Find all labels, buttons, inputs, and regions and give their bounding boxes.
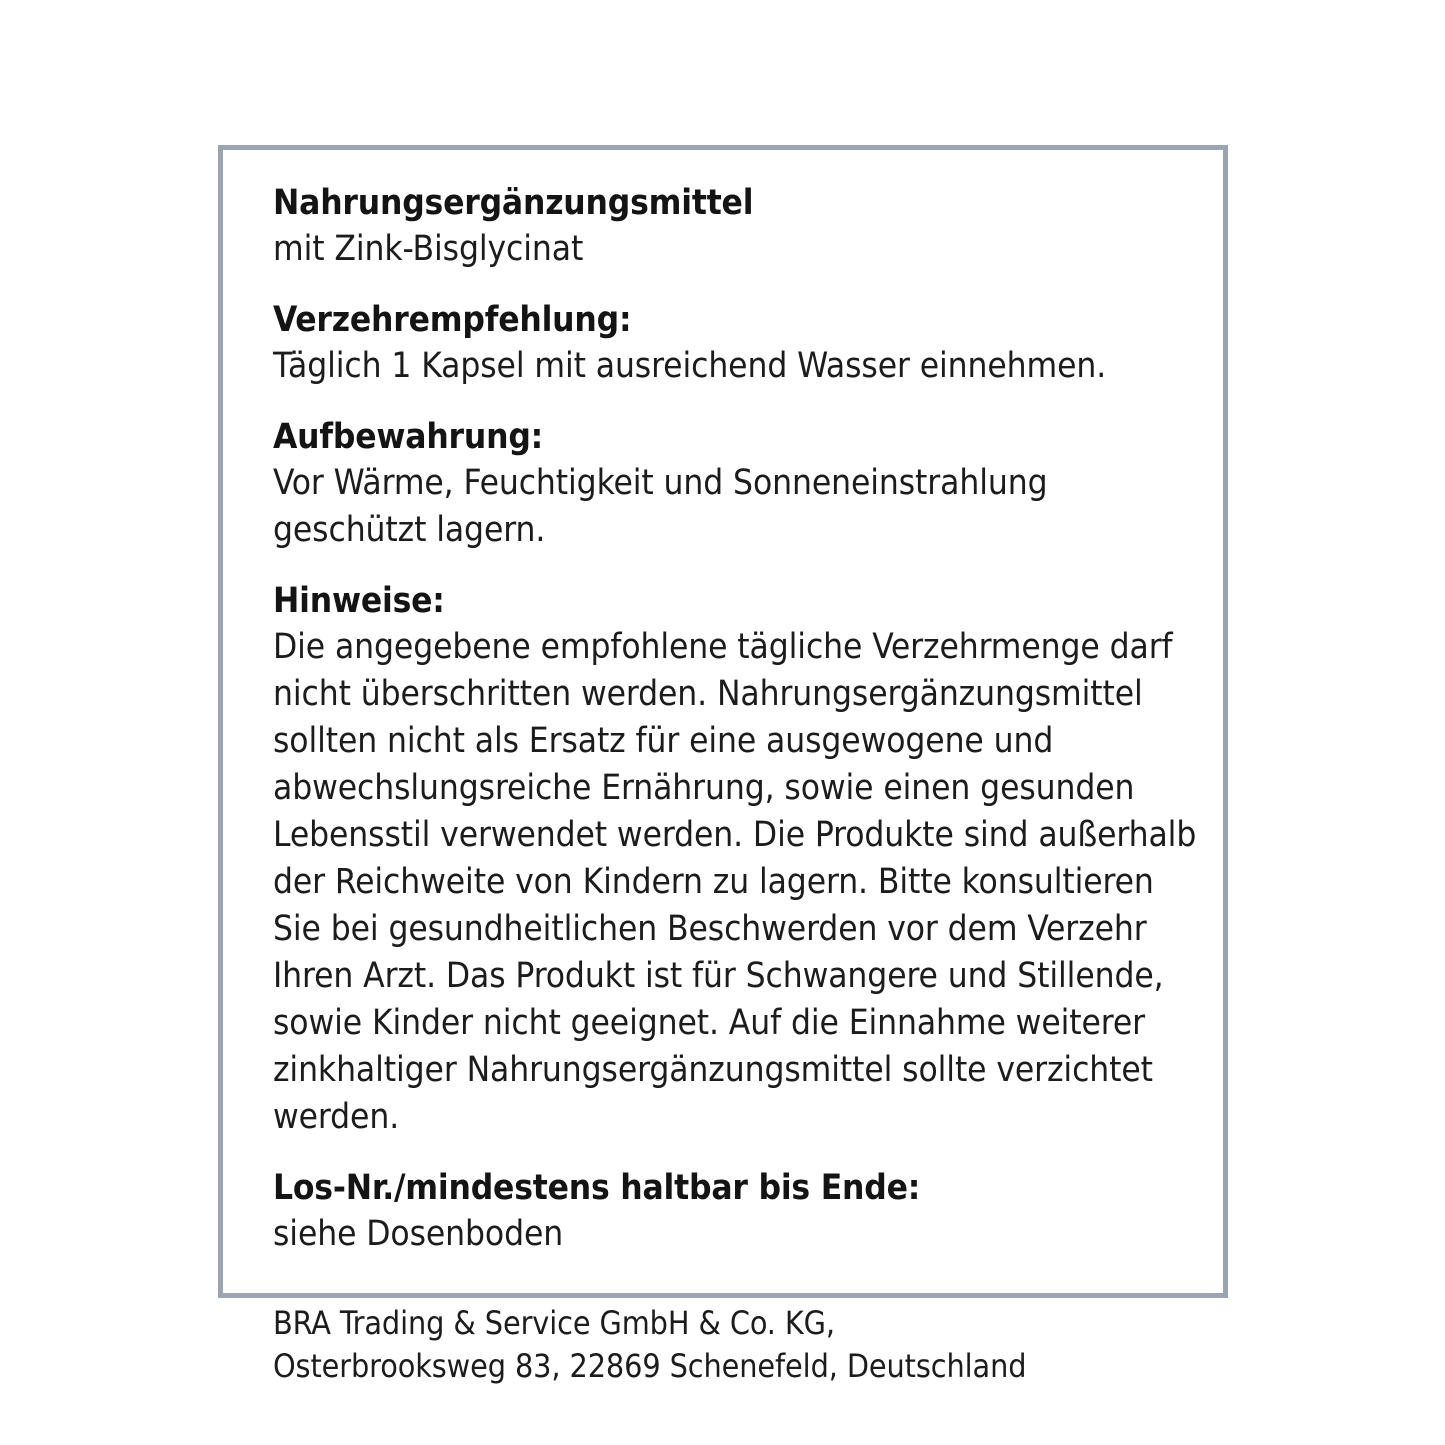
label-text-content bbox=[273, 180, 1205, 1388]
storage-text-line-2: geschützt lagern. bbox=[273, 510, 546, 550]
lot-section bbox=[273, 1165, 1205, 1258]
dosage-heading: Verzehrempfehlung: bbox=[273, 300, 632, 340]
lot-heading: Los-Nr./mindestens haltbar bis Ende: bbox=[273, 1168, 921, 1208]
product-identity-section bbox=[273, 180, 1205, 273]
lot-text: siehe Dosenboden bbox=[273, 1214, 564, 1254]
dosage-text: Täglich 1 Kapsel mit ausreichend Wasser einnehmen. bbox=[273, 346, 1107, 386]
storage-text-line-1: Vor Wärme, Feuchtigkeit und Sonneneinstrahlung bbox=[273, 463, 1048, 503]
manufacturer-section bbox=[273, 1302, 1205, 1388]
manufacturer-address: Osterbrooksweg 83, 22869 Schenefeld, Deutschland bbox=[273, 1347, 1027, 1385]
product-subtitle: mit Zink-Bisglycinat bbox=[273, 229, 584, 269]
notes-section bbox=[273, 578, 1205, 1141]
storage-section bbox=[273, 414, 1205, 554]
notes-heading: Hinweise: bbox=[273, 581, 445, 621]
storage-heading: Aufbewahrung: bbox=[273, 417, 544, 457]
notes-paragraph: Die angegebene empfohlene tägliche Verzehrmenge darf nicht überschritten werden. Nahrungsergänzungsmittel sollten nicht als Ersatz für eine ausgewogene und abwechslungsreiche Ernährung, sowie einen gesunden Lebensstil verwendet werden. Die Produkte sind außerhalb der Reichweite von Kindern zu lagern. Bitte konsultieren Sie bei gesundheitlichen Beschwerden vor dem Verzehr Ihren Arzt. Das Produkt ist für Schwangere und Stillende, sowie Kinder nicht geeignet. Auf die Einnahme weiterer zinkhaltiger Nahrungsergänzungsmittel sollte verzichtet werden. bbox=[273, 627, 1197, 1137]
product-category-heading: Nahrungsergänzungsmittel bbox=[273, 183, 754, 223]
dosage-section bbox=[273, 297, 1205, 390]
label-frame-border bbox=[218, 145, 1228, 1385]
manufacturer-name: BRA Trading & Service GmbH & Co. KG, bbox=[273, 1304, 835, 1342]
